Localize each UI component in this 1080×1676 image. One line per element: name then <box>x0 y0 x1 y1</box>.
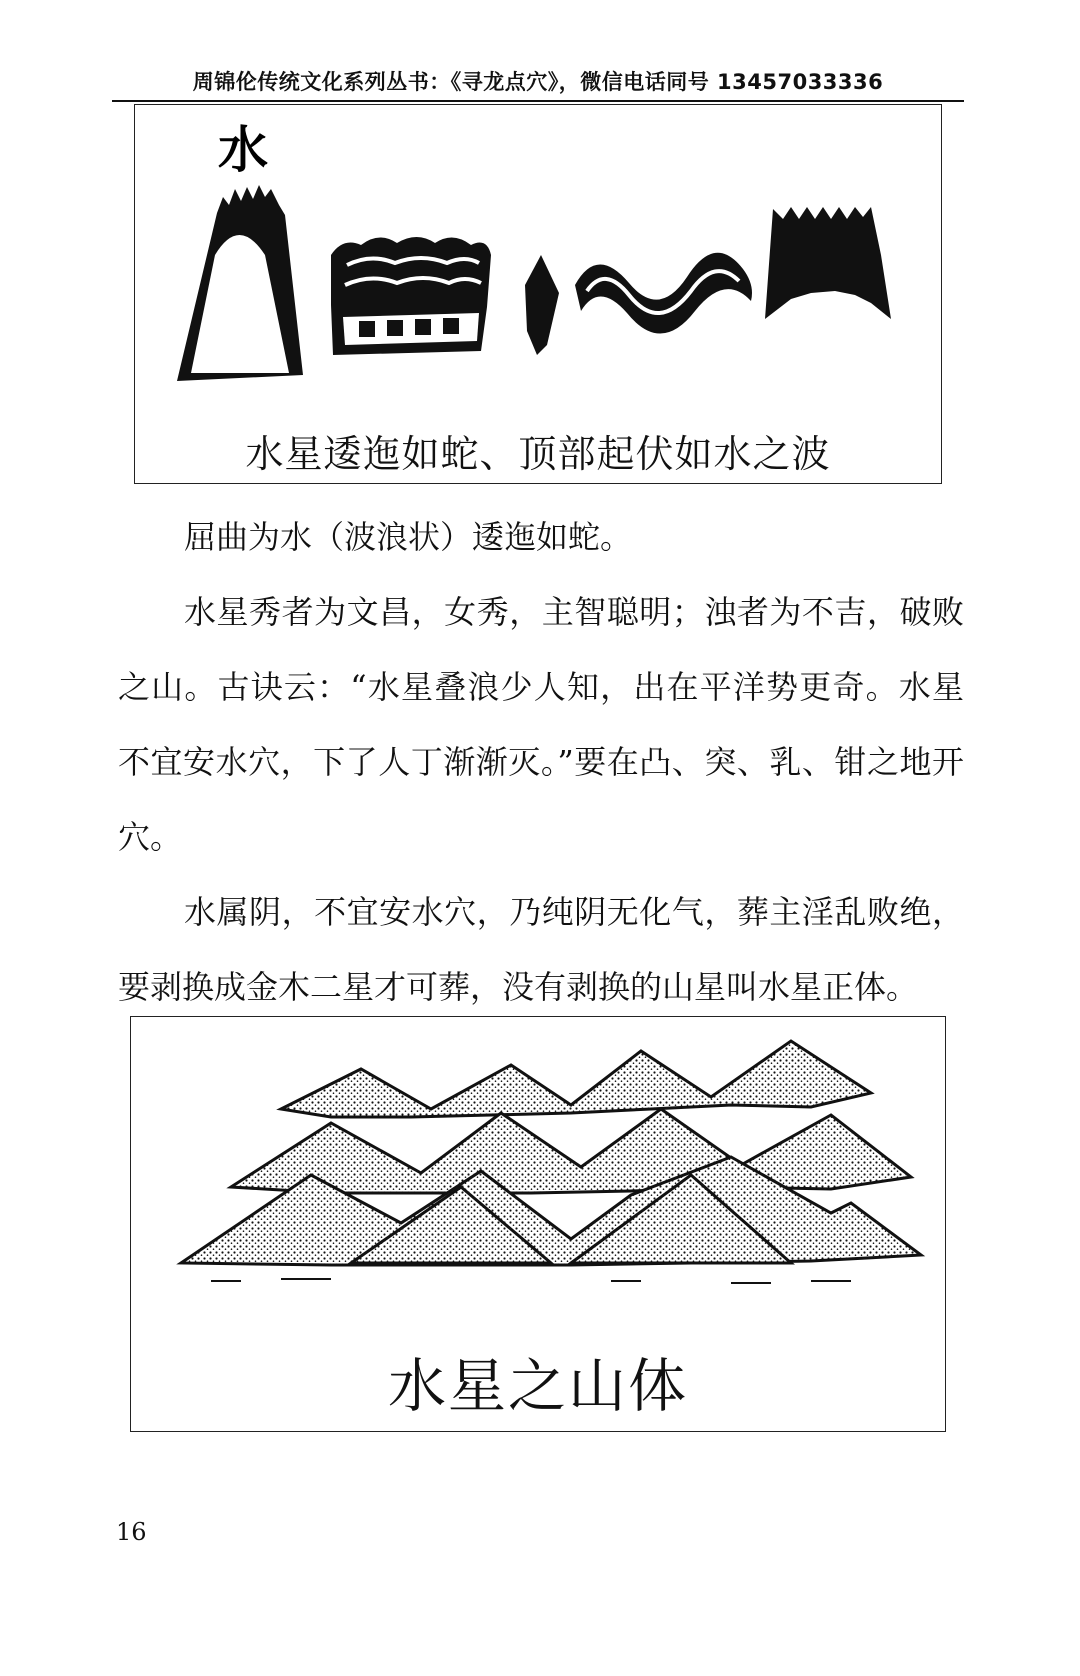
mountain-row-middle <box>231 1109 911 1193</box>
water-star-shapes-figure <box>134 104 942 484</box>
paragraph-2: 水星秀者为文昌，女秀，主智聪明；浊者为不吉，破败之山。古诀云：“水星叠浪少人知，出在平洋势更奇。水星不宜安水穴，下了人丁渐渐灭。”要在凸、突、乳、钳之地开穴。 <box>118 593 964 856</box>
water-star-mountains-figure <box>130 1016 946 1432</box>
paragraph-1: 屈曲为水（波浪状）逶迤如蛇。 <box>184 518 633 556</box>
mountain-row-back <box>281 1041 871 1117</box>
small-arrow-peak-shape <box>525 255 559 355</box>
ground-dashes <box>211 1279 851 1283</box>
wave-roof-block-shape <box>331 237 491 355</box>
figure-label-char: 水 <box>218 121 268 179</box>
page-number: 16 <box>116 1518 147 1546</box>
figure-caption-top: 水星逶迤如蛇、顶部起伏如水之波 <box>245 432 831 476</box>
body-text <box>118 500 964 1025</box>
tall-wavy-peak-shape <box>177 185 303 381</box>
snake-wave-shape <box>575 253 752 334</box>
header-divider <box>112 100 964 102</box>
running-header: 周锦伦传统文化系列丛书：《寻龙点穴》，微信电话同号 13457033336 <box>192 70 884 94</box>
figure-caption-bottom: 水星之山体 <box>387 1352 688 1420</box>
wavy-mesa-shape <box>765 207 891 319</box>
paragraph-3: 水属阴，不宜安水穴，乃纯阴无化气，葬主淫乱败绝，要剥换成金木二星才可葬，没有剥换的山星叫水星正体。 <box>118 893 964 1006</box>
